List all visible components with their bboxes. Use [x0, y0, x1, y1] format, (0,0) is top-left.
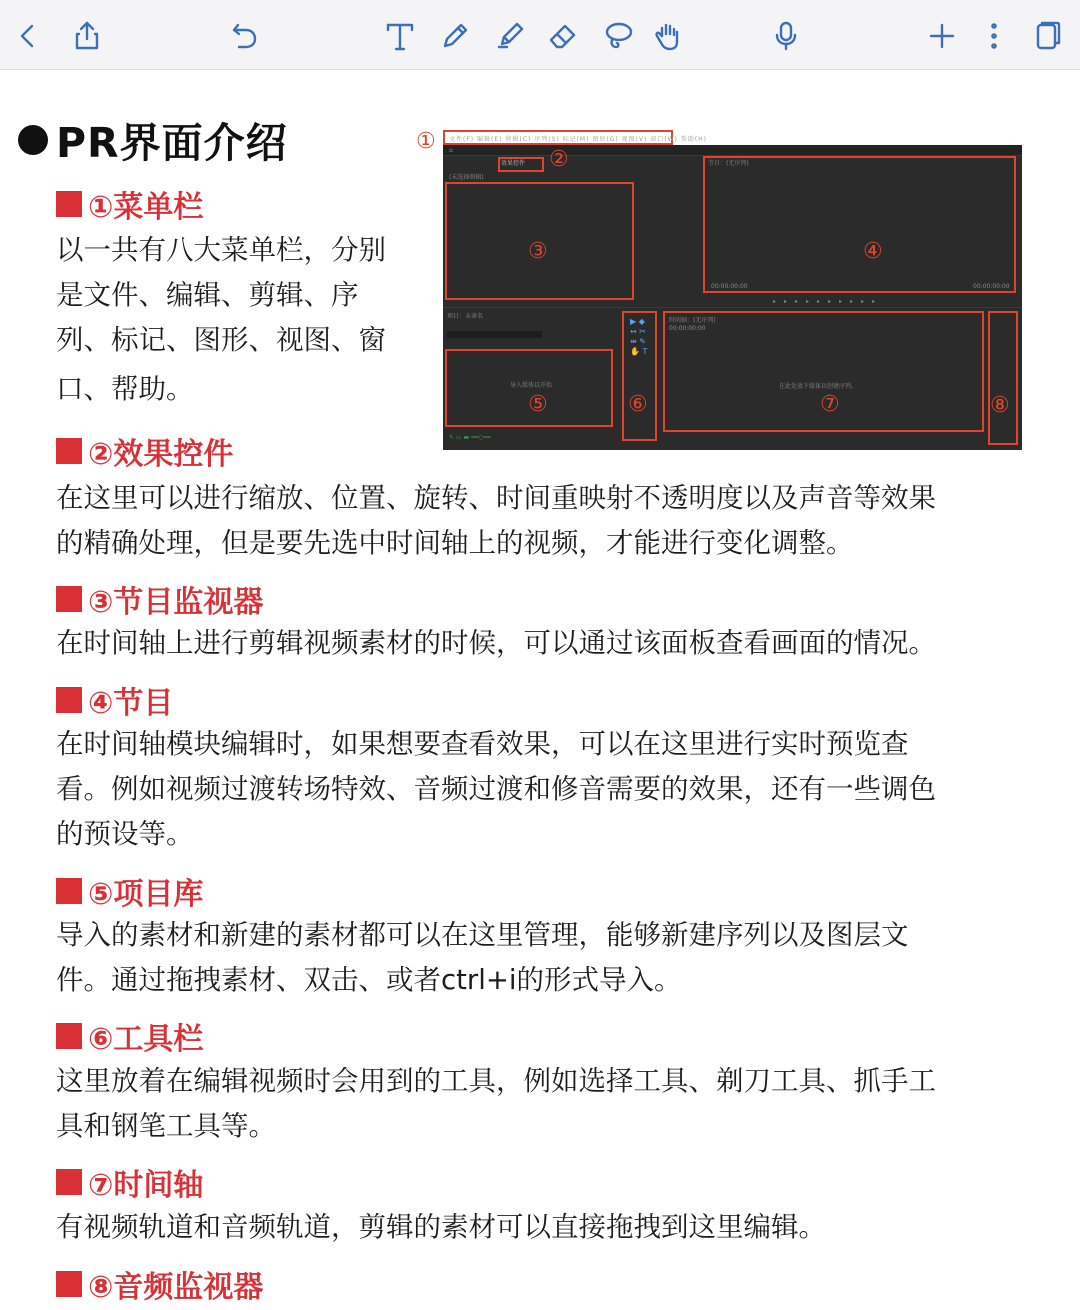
timecode-left: 00:00:00:00 [711, 283, 748, 290]
section-heading-text: ⑧音频监视器 [88, 1270, 264, 1305]
premiere-screenshot [443, 145, 1022, 450]
playback-controls-icon: ▸▸▸▸▸▸▸▸▸▸ [773, 298, 884, 305]
body-line: 这里放着在编辑视频时会用到的工具，例如选择工具、剃刀工具、抓手工 [56, 1065, 936, 1097]
callout-label: ① [416, 129, 436, 154]
plus-icon[interactable] [922, 14, 962, 58]
square-bullet-icon [56, 1169, 82, 1195]
callout-label: ⑥ [628, 392, 648, 417]
back-icon[interactable] [8, 14, 48, 58]
body-line: 是文件、编辑、剪辑、序 [56, 279, 359, 311]
section-heading-text: ②效果控件 [88, 437, 234, 472]
app-toolbar [0, 0, 1080, 70]
square-bullet-icon [56, 1023, 82, 1049]
body-line: 在这里可以进行缩放、位置、旋转、时间重映射不透明度以及声音等效果 [56, 482, 936, 514]
section-heading-text: ④节目 [88, 686, 174, 721]
lasso-icon[interactable] [598, 14, 638, 58]
section-body-project [56, 913, 909, 1003]
program-tab: 节目：(无序列) [708, 160, 749, 167]
project-hint: 导入媒体以开始 [510, 382, 553, 389]
hand-icon[interactable] [648, 14, 688, 58]
section-body-source-monitor [56, 621, 936, 666]
body-line: 有视频轨道和音频轨道，剪辑的素材可以直接拖拽到这里编辑。 [56, 1211, 826, 1243]
effect-controls-highlight [498, 157, 544, 172]
undo-icon[interactable] [224, 14, 264, 58]
section-heading-timeline [56, 1160, 203, 1204]
project-tab: 项目：未命名 [447, 313, 484, 320]
section-heading-program [56, 678, 173, 722]
section-heading-project [56, 869, 203, 913]
body-line: 以一共有八大菜单栏，分别 [56, 234, 386, 266]
mic-icon[interactable] [766, 14, 806, 58]
menubar-text: 文件(F) 编辑(E) 剪辑(C) 序列(S) 标记(M) 图形(G) 视图(V) 窗口(W) 帮助(H) [449, 136, 708, 143]
section-heading-tools [56, 1014, 203, 1058]
more-icon[interactable] [974, 14, 1014, 58]
square-bullet-icon [56, 586, 82, 612]
page-title [18, 110, 288, 169]
body-line: 列、标记、图形、视图、窗 [56, 324, 386, 356]
square-bullet-icon [56, 687, 82, 713]
highlighter-icon[interactable] [490, 14, 530, 58]
section-heading-effect-controls [56, 429, 233, 473]
callout-label: ⑧ [990, 393, 1010, 418]
body-line: 件。通过拖拽素材、双击、或者ctrl+i的形式导入。 [56, 964, 682, 996]
timecode-right: 00:00:00:00 [973, 283, 1010, 290]
callout-label: ⑤ [528, 392, 548, 417]
section-body-program [56, 722, 936, 857]
share-icon[interactable] [67, 14, 107, 58]
bottom-tools-icon: ✎ ▭ ▬ ━━○━━ [449, 434, 491, 441]
body-line: 口、帮助。 [56, 373, 194, 405]
section-heading-audio-meter [56, 1262, 263, 1306]
tools-icons: ▶ ◆ ↔ ✂ ⇹ ✎ ✋ T [630, 317, 648, 356]
panel-8-highlight [988, 311, 1018, 445]
section-heading-text: ①菜单栏 [88, 190, 204, 225]
timeline-timecode: 00:00:00:00 [669, 325, 706, 332]
menubar-highlight [443, 130, 708, 145]
effect-controls-tab: 效果控件 [501, 160, 526, 167]
section-body-menubar [56, 228, 386, 412]
body-line: 的精确处理，但是要先选中时间轴上的视频，才能进行变化调整。 [56, 527, 854, 559]
callout-label: ③ [528, 239, 548, 264]
home-icon: ⌂ [449, 147, 453, 154]
timeline-tab: 时间轴：(无序列) [669, 317, 716, 324]
section-body-effect-controls [56, 476, 936, 566]
eraser-icon[interactable] [543, 14, 583, 58]
body-line: 在时间轴模块编辑时，如果想要查看效果，可以在这里进行实时预览查 [56, 728, 909, 760]
callout-label: ⑦ [820, 392, 840, 417]
timeline-hint: 在此处放下媒体以创建序列。 [779, 383, 858, 390]
callout-label: ④ [863, 239, 883, 264]
callout-label: ② [549, 147, 569, 172]
pages-icon[interactable] [1026, 14, 1066, 58]
square-bullet-icon [56, 191, 82, 217]
section-heading-text: ⑦时间轴 [88, 1168, 204, 1203]
bullet-icon [18, 125, 48, 155]
section-heading-text: ⑤项目库 [88, 877, 204, 912]
section-heading-text: ③节目监视器 [88, 585, 264, 620]
body-line: 看。例如视频过渡转场特效、音频过渡和修音需要的效果，还有一些调色 [56, 773, 936, 805]
square-bullet-icon [56, 878, 82, 904]
page-title-text: PR界面介绍 [56, 119, 288, 167]
pen-icon[interactable] [435, 14, 475, 58]
body-line: 在时间轴上进行剪辑视频素材的时候，可以通过该面板查看画面的情况。 [56, 627, 936, 659]
body-line: 的预设等。 [56, 818, 194, 850]
text-icon[interactable] [380, 14, 420, 58]
section-heading-menubar [56, 182, 203, 226]
section-heading-source-monitor [56, 577, 263, 621]
body-line: 具和钢笔工具等。 [56, 1110, 276, 1142]
body-line: 导入的素材和新建的素材都可以在这里管理，能够新建序列以及图层文 [56, 919, 909, 951]
no-clip-text: (未选择剪辑) [449, 174, 484, 181]
square-bullet-icon [56, 1271, 82, 1297]
square-bullet-icon [56, 438, 82, 464]
panel-4-highlight [703, 156, 1016, 293]
section-heading-text: ⑥工具栏 [88, 1022, 204, 1057]
section-body-tools [56, 1059, 936, 1149]
section-body-timeline [56, 1205, 826, 1250]
